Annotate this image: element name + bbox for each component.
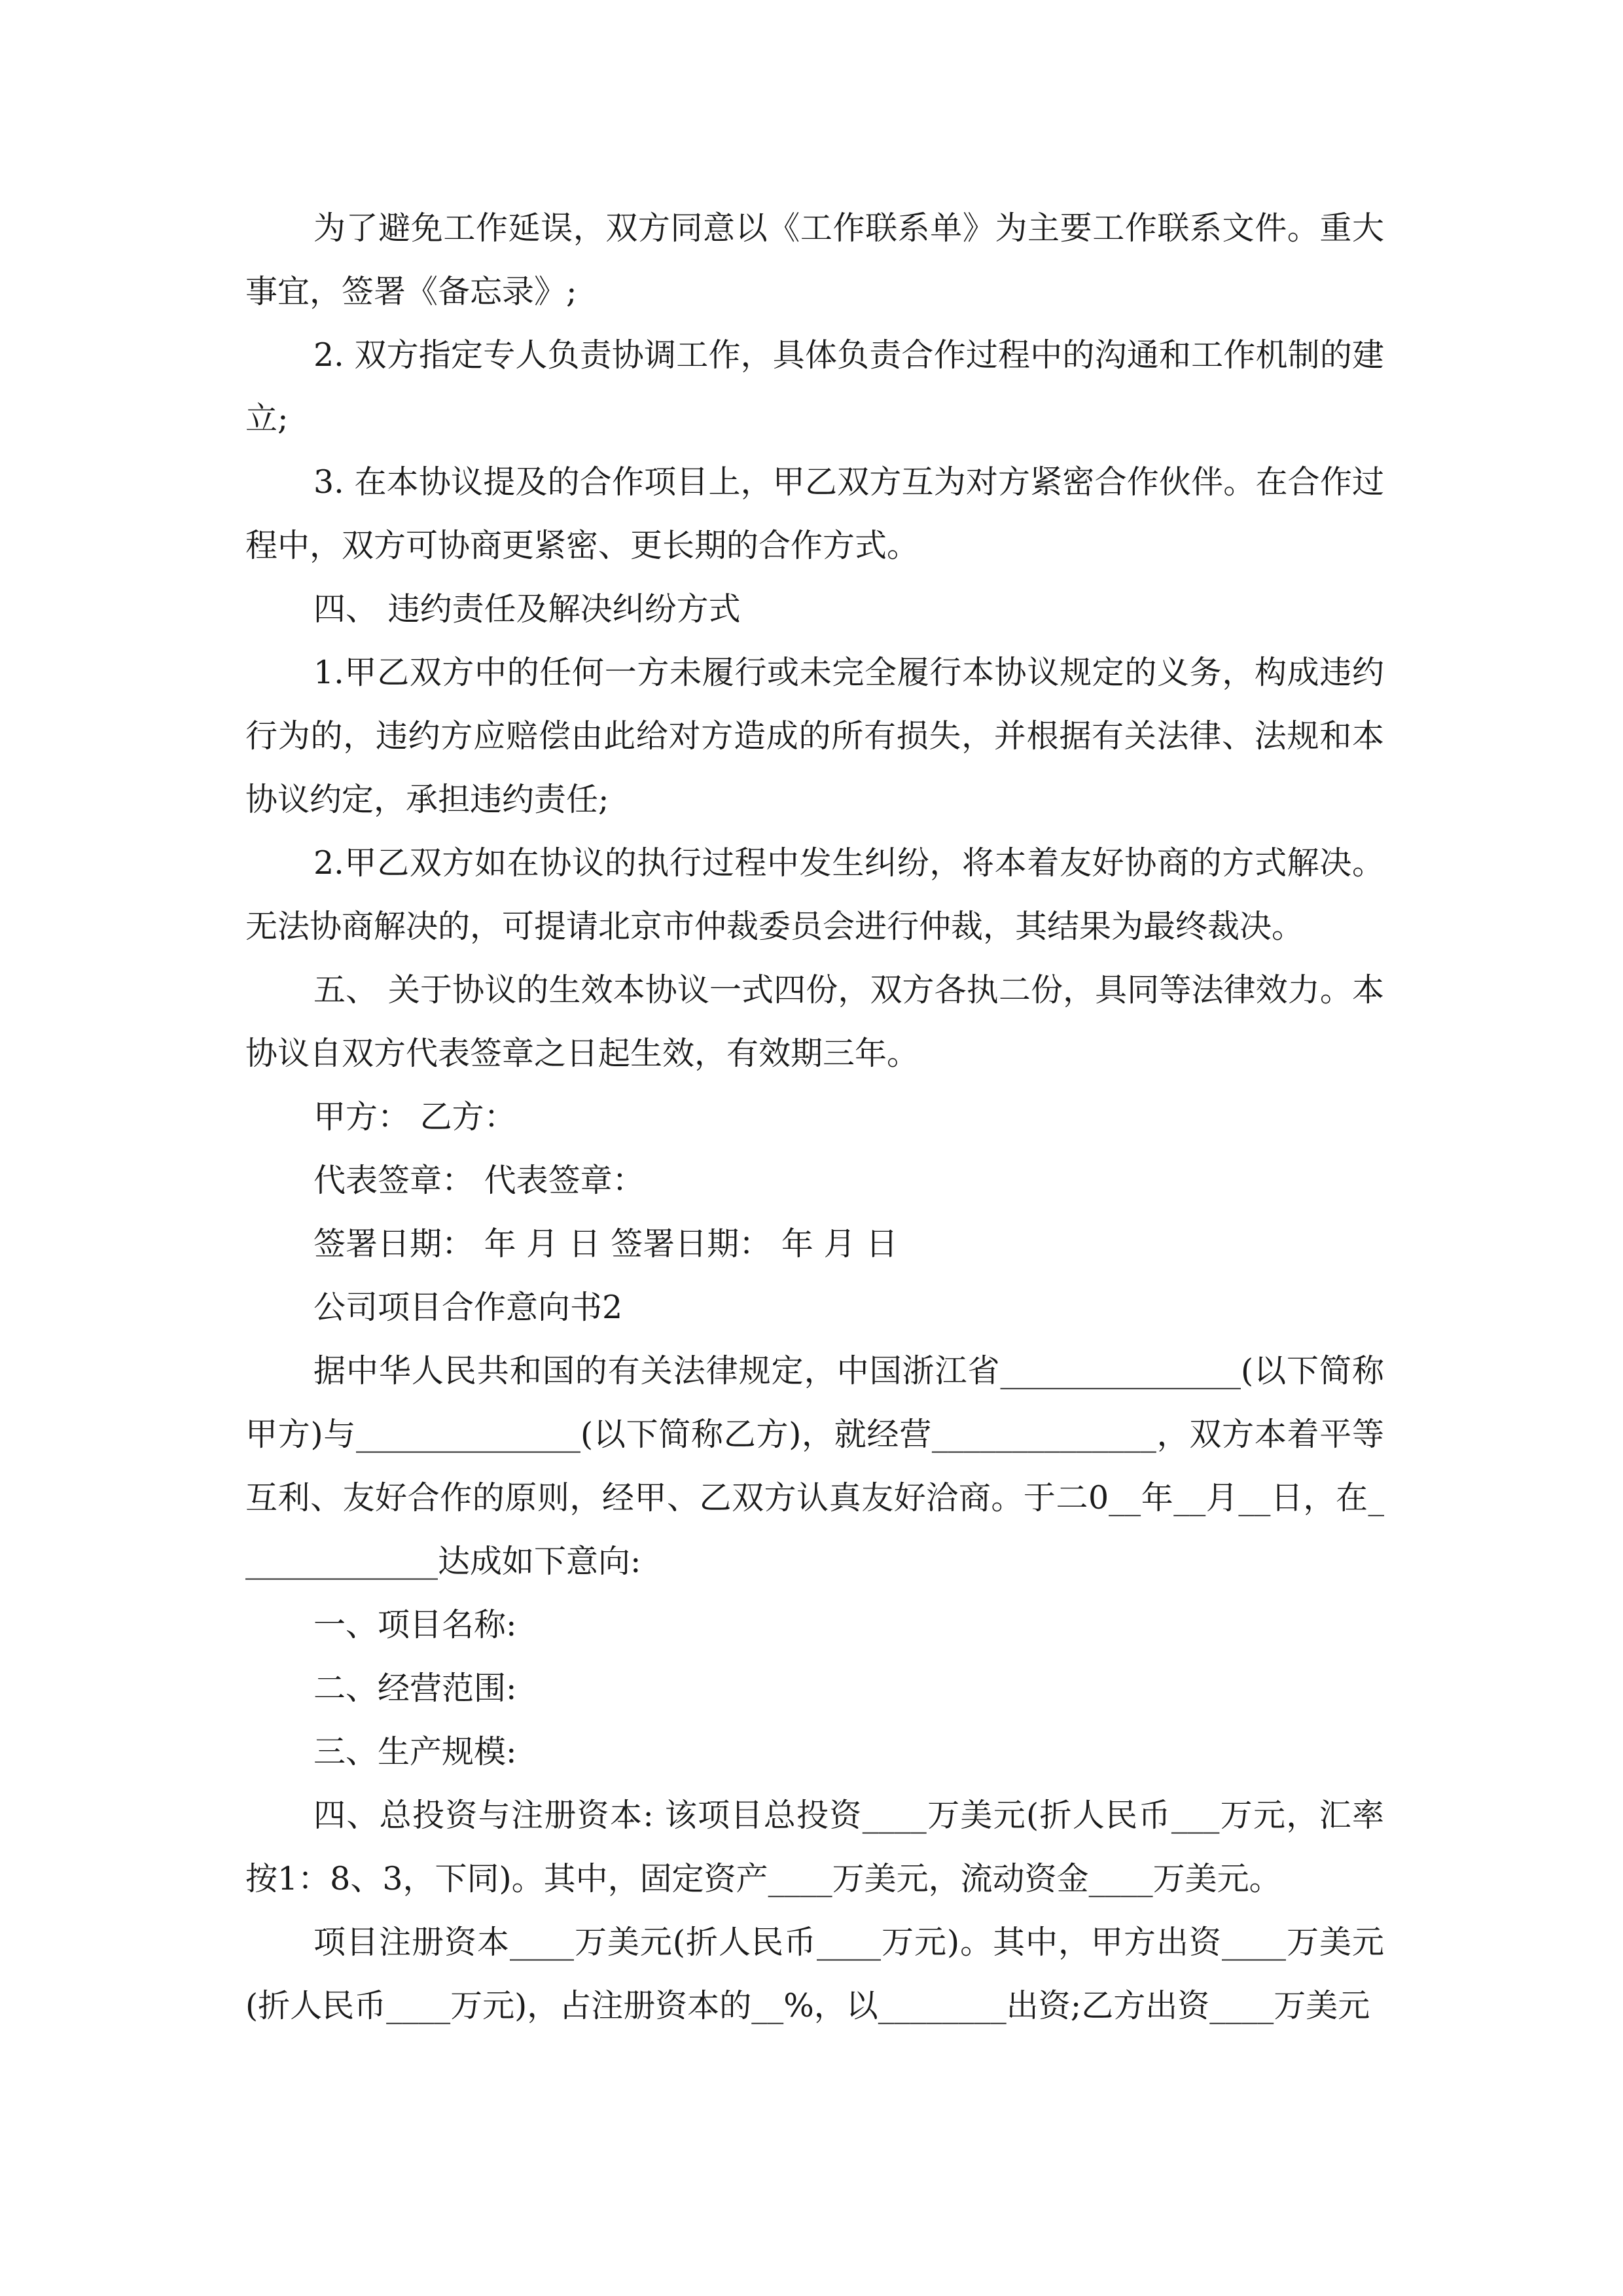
paragraph-dispute: 2.甲乙双方如在协议的执行过程中发生纠纷，将本着友好协商的方式解决。无法协商解决的，可提请北京市仲裁委员会进行仲裁，其结果为最终裁决。 [245,844,1384,945]
item-business-scope: 二、经营范围: [313,1670,517,1707]
paragraph-coordinator: 2. 双方指定专人负责协调工作，具体负责合作过程中的沟通和工作机制的建立; [245,336,1384,437]
signature-dates: 签署日期： 年 月 日 签署日期： 年 月 日 [313,1225,899,1263]
paragraph-breach: 1.甲乙双方中的任何一方未履行或未完全履行本协议规定的义务，构成违约行为的，违约方应赔偿由此给对方造成的所有损失，并根据有关法律、法规和本协议约定，承担违约责任; [245,654,1384,818]
signature-parties: 甲方： 乙方： [313,1098,516,1136]
paragraph-partnership: 3. 在本协议提及的合作项目上，甲乙双方互为对方紧密合作伙伴。在合作过程中，双方可协商更紧密、更长期的合作方式。 [245,463,1384,564]
document-page [245,196,1384,2037]
paragraph-total-investment: 四、总投资与注册资本: 该项目总投资____万美元(折人民币___万元，汇率按1：8、3，下同)。其中，固定资产____万美元，流动资金____万美元。 [245,1797,1384,1897]
section-heading-liability: 四、 违约责任及解决纠纷方式 [313,590,741,628]
signature-representatives: 代表签章： 代表签章： [313,1162,645,1199]
item-production-scale: 三、生产规模: [313,1733,517,1770]
paragraph-work-contact: 为了避免工作延误，双方同意以《工作联系单》为主要工作联系文件。重大事宜，签署《备忘录》; [245,209,1384,310]
paragraph-effectiveness: 五、 关于协议的生效本协议一式四份，双方各执二份，具同等法律效力。本协议自双方代表签章之日起生效，有效期三年。 [245,971,1384,1072]
item-project-name: 一、项目名称: [313,1606,517,1643]
paragraph-preamble: 据中华人民共和国的有关法律规定，中国浙江省_______________(以下简称甲方)与______________(以下简称乙方)，就经营______________，双方本着平等互利、友好合作的原则，经甲、乙双方认真友好洽商。于二0__年__月__日，在_____________达成如下意向: [245,1352,1384,1580]
paragraph-registered-capital: 项目注册资本____万美元(折人民币____万元)。其中，甲方出资____万美元(折人民币____万元)，占注册资本的__%，以________出资;乙方出资____万美元 [245,1924,1384,2024]
document-title: 公司项目合作意向书2 [313,1289,623,1326]
